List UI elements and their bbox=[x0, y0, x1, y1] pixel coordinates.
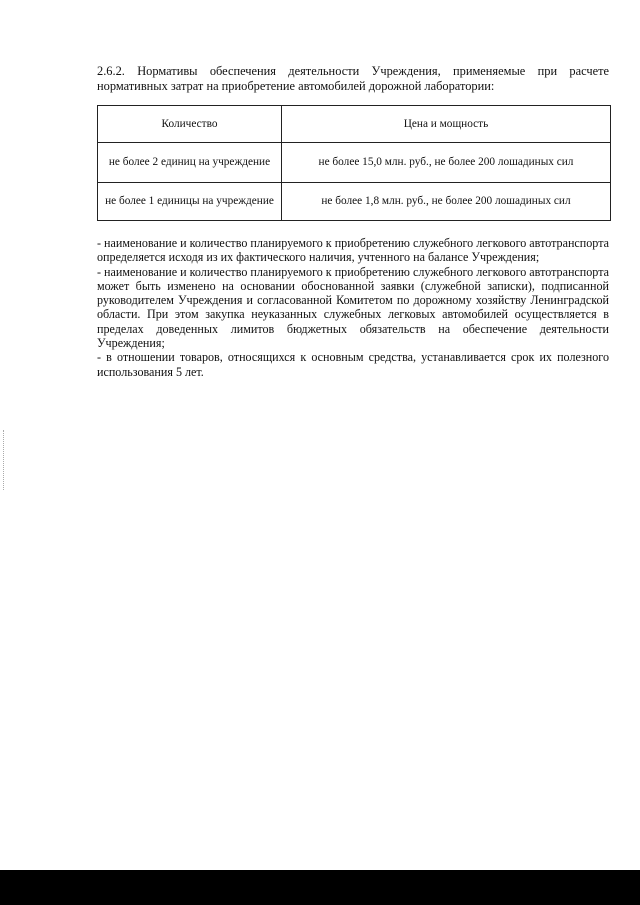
table-header-row bbox=[98, 106, 611, 143]
scan-footer-bar bbox=[0, 870, 640, 905]
table-row bbox=[98, 143, 611, 183]
bullet-item: - в отношении товаров, относящихся к основным средства, устанавливается срок их полезного использования 5 лет. bbox=[97, 350, 609, 379]
cell-price-power: не более 1,8 млн. руб., не более 200 лошадиных сил bbox=[282, 183, 611, 221]
scan-edge-mark bbox=[3, 430, 5, 490]
bullet-item: - наименование и количество планируемого к приобретению служебного легкового автотранспорта определяется исходя из их фактического наличия, учтенного на балансе Учреждения; bbox=[97, 236, 609, 265]
cell-quantity: не более 2 единиц на учреждение bbox=[98, 143, 282, 183]
section-heading: 2.6.2. Нормативы обеспечения деятельности Учреждения, применяемые при расчете нормативных затрат на приобретение автомобилей дорожной лаборатории: bbox=[97, 64, 609, 93]
table-row bbox=[98, 183, 611, 221]
cell-price-power: не более 15,0 млн. руб., не более 200 лошадиных сил bbox=[282, 143, 611, 183]
bullet-item: - наименование и количество планируемого к приобретению служебного легкового автотранспорта может быть изменено на основании обоснованной заявки (служебной записки), подписанной руководителем Учреждения и согласованной Комитетом по дорожному хозяйству Ленинградской области. При этом закупка неуказанных служебных легковых автомобилей осуществляется в пределах доведенных лимитов бюджетных обязательств на обеспечение деятельности Учреждения; bbox=[97, 264, 609, 351]
header-quantity: Количество bbox=[98, 106, 282, 143]
header-price-power: Цена и мощность bbox=[282, 106, 611, 143]
cell-quantity: не более 1 единицы на учреждение bbox=[98, 183, 282, 221]
norms-table bbox=[97, 105, 611, 221]
bullet-list bbox=[97, 236, 609, 379]
